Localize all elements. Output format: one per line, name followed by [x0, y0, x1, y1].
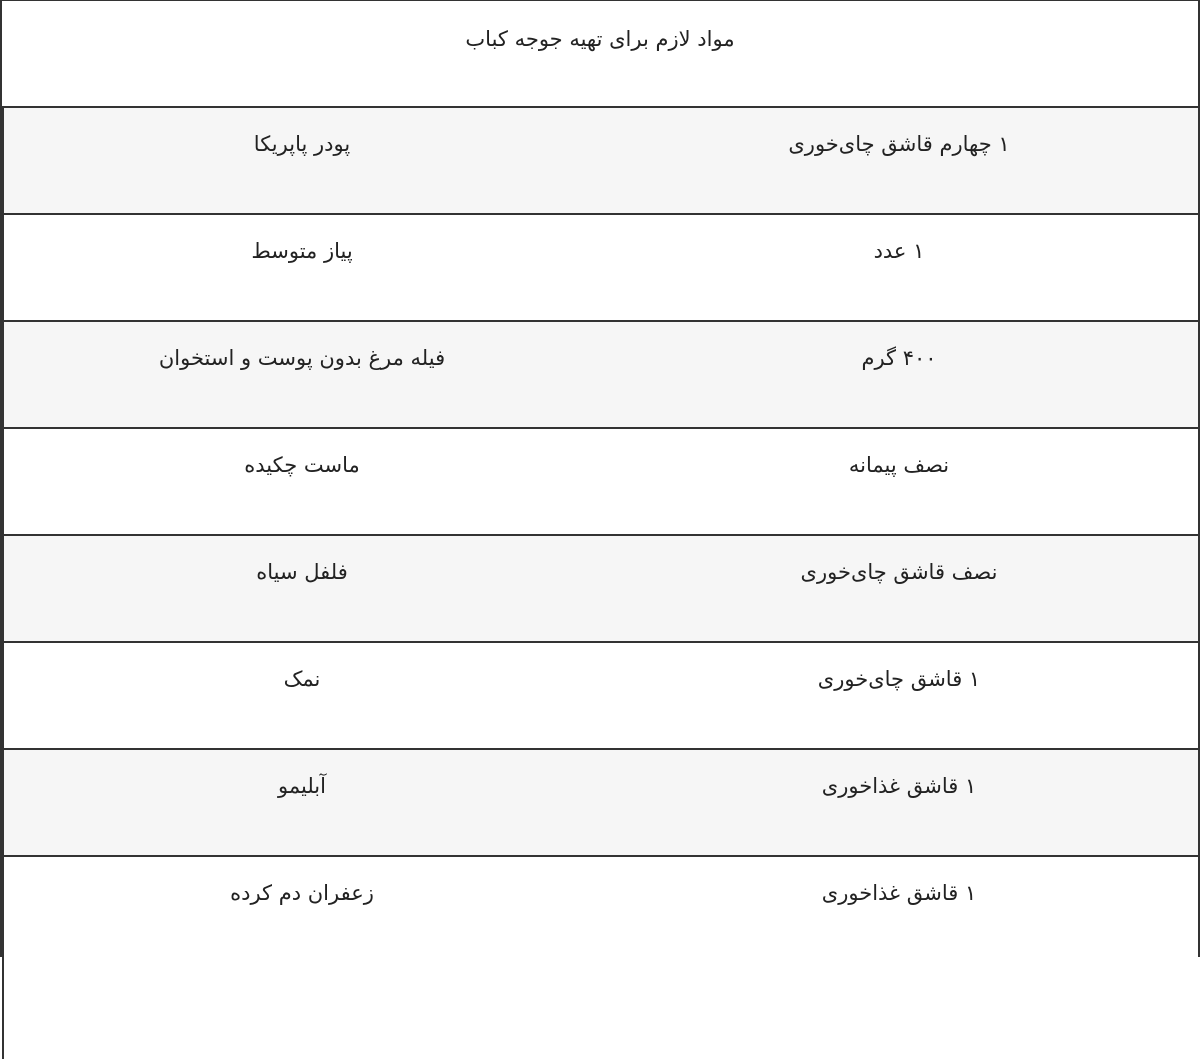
- table-row: [2, 536, 1198, 643]
- ingredient-cell: پیاز متوسط: [2, 215, 600, 320]
- amount-cell: ۱ قاشق غذاخوری: [821, 881, 977, 905]
- amount-cell: ۱ قاشق چای‌خوری: [817, 667, 981, 691]
- amount-cell: ۱ قاشق غذاخوری: [821, 774, 977, 798]
- amount-cell: نصف پیمانه: [848, 453, 950, 477]
- table-row: [2, 215, 1198, 322]
- table-row: [2, 429, 1198, 536]
- table-row: [2, 750, 1198, 857]
- table-title: [2, 1, 1198, 108]
- table-title-text: مواد لازم برای تهیه جوجه کباب: [465, 27, 735, 51]
- ingredient-cell: آبلیمو: [2, 750, 600, 855]
- ingredient-cell: نمک: [2, 643, 600, 748]
- amount-cell: نصف قاشق چای‌خوری: [800, 560, 998, 584]
- amount-cell: ۴۰۰ گرم: [861, 346, 937, 370]
- ingredient-cell: زعفران دم کرده: [2, 857, 600, 1059]
- table-row: [2, 108, 1198, 215]
- table-row: [2, 322, 1198, 429]
- ingredient-cell: فلفل سیاه: [2, 536, 600, 641]
- ingredient-cell: پودر پاپریکا: [2, 108, 600, 213]
- ingredient-cell: ماست چکیده: [2, 429, 600, 534]
- amount-cell: ۱ چهارم قاشق چای‌خوری: [788, 132, 1010, 156]
- table-row: [2, 643, 1198, 750]
- ingredient-cell: فیله مرغ بدون پوست و استخوان: [2, 322, 600, 427]
- table-row: [2, 857, 1198, 1059]
- amount-cell: ۱ عدد: [873, 239, 925, 263]
